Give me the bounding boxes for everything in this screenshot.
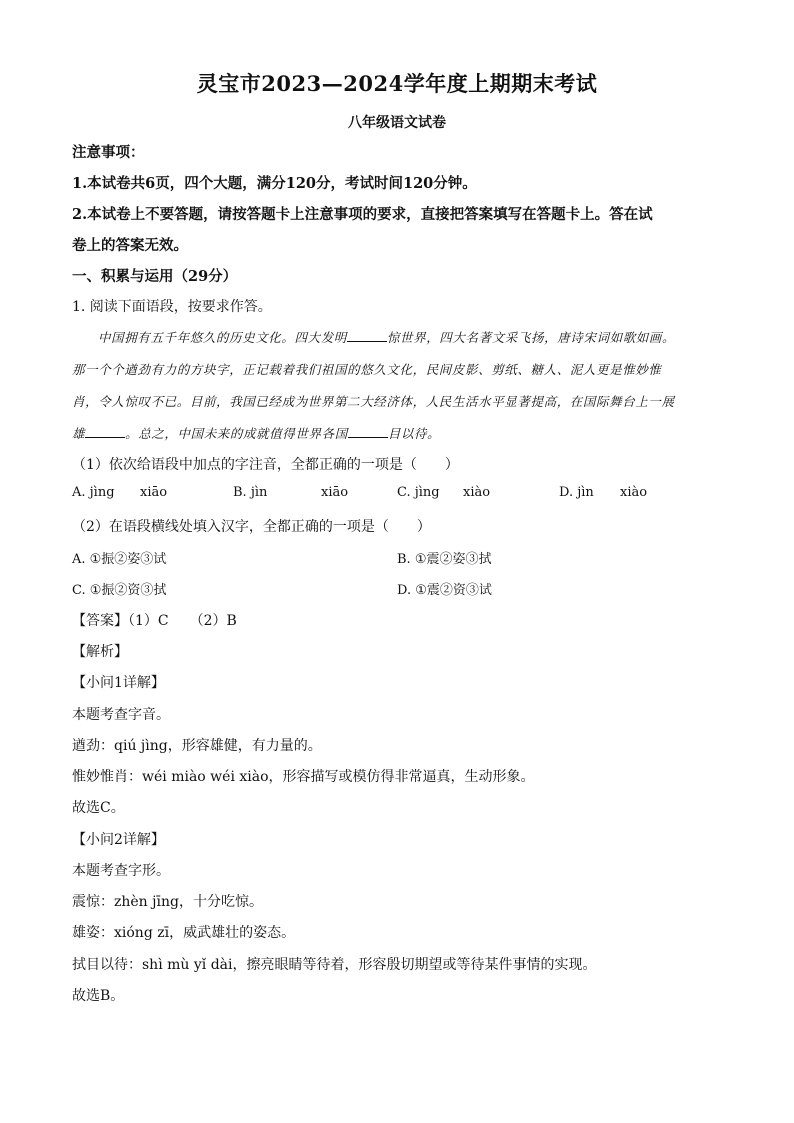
notice-item-1: 1.本试卷共6页，四个大题，满分120分，考试时间120分钟。 xyxy=(72,175,477,192)
part-2-line: 本题考查字形。 xyxy=(72,863,170,879)
option-2b: B. ①震②姿③拭 xyxy=(397,552,492,567)
blank-2 xyxy=(85,425,125,438)
passage-text: 惊世界，四大名著文采飞扬，唐诗宋词如歌如画。 xyxy=(386,330,676,345)
passage-line-2: 那一个个遒劲有力的方块字，正记载着我们祖国的悠久文化，民间皮影、剪纸、糖人、泥人更是惟妙惟 xyxy=(72,362,662,377)
option-d-label: D. jìn xyxy=(559,485,594,500)
part-1-line: 本题考查字音。 xyxy=(72,707,170,723)
option-b-value: xiāo xyxy=(321,485,349,500)
blank-3 xyxy=(348,425,388,438)
passage-text: 中国拥有五千年悠久的历史文化。四大发明 xyxy=(98,330,347,345)
notice-item-2-line-1: 2.本试卷上不要答题，请按答题卡上注意事项的要求，直接把答案填写在答题卡上。答在试 xyxy=(72,206,653,223)
analysis-tag: 【解析】 xyxy=(72,644,128,660)
part-1-tag: 【小问1详解】 xyxy=(72,675,165,691)
option-a-label: A. jìng xyxy=(72,485,115,500)
section-heading: 一、积累与运用（29分） xyxy=(72,268,238,285)
part-2-line: 震惊：zhèn jīng，十分吃惊。 xyxy=(72,894,263,910)
part-2-line: 故选B。 xyxy=(72,988,125,1004)
part-1-line: 故选C。 xyxy=(72,800,125,816)
option-2c: C. ①振②资③拭 xyxy=(72,583,167,598)
sub-question-2: （2）在语段横线处填入汉字，全都正确的一项是（ ） xyxy=(72,519,431,535)
notice-item-2-line-2: 卷上的答案无效。 xyxy=(72,237,188,254)
option-2d: D. ①震②资③试 xyxy=(397,583,492,598)
sub-question-1: （1）依次给语段中加点的字注音，全都正确的一项是（ ） xyxy=(72,457,459,473)
option-d-value: xiào xyxy=(620,485,648,500)
part-2-line: 拭目以待：shì mù yǐ dài，擦亮眼睛等待着，形容殷切期望或等待某件事情的实现。 xyxy=(72,957,597,973)
part-2-line: 雄姿：xióng zī，威武雄壮的姿态。 xyxy=(72,925,296,941)
question-1: 1. 阅读下面语段，按要求作答。 xyxy=(72,299,272,315)
option-b-label: B. jìn xyxy=(233,485,268,500)
passage-text: 。总之，中国未来的成就值得世界各国 xyxy=(125,426,348,441)
option-c-label: C. jìng xyxy=(397,485,440,500)
option-c-value: xiào xyxy=(463,485,491,500)
passage-line-1 xyxy=(98,328,675,346)
option-2a: A. ①振②姿③试 xyxy=(72,552,167,567)
passage-text: 目以待。 xyxy=(387,426,441,441)
notice-heading: 注意事项： xyxy=(72,144,145,161)
page-title: 灵宝市2023—2024学年度上期期末考试 xyxy=(196,71,598,96)
blank-1 xyxy=(347,329,387,342)
part-1-line: 惟妙惟肖：wéi miào wéi xiào，形容描写或模仿得非常逼真，生动形象。 xyxy=(72,769,535,785)
answer-tag: 【答案】 xyxy=(72,613,128,629)
answer-text: （1）C （2）B xyxy=(128,613,237,629)
passage-line-4 xyxy=(72,424,440,442)
page-subtitle: 八年级语文试卷 xyxy=(348,115,446,131)
part-2-tag: 【小问2详解】 xyxy=(72,832,165,848)
option-a-value: xiāo xyxy=(140,485,168,500)
passage-text: 雄 xyxy=(72,426,86,441)
answer-line xyxy=(72,610,237,630)
part-1-line: 遒劲：qiú jìng，形容雄健，有力量的。 xyxy=(72,738,322,754)
passage-line-3: 肖，令人惊叹不已。目前，我国已经成为世界第二大经济体，人民生活水平显著提高，在国际舞台上一展 xyxy=(72,394,675,409)
